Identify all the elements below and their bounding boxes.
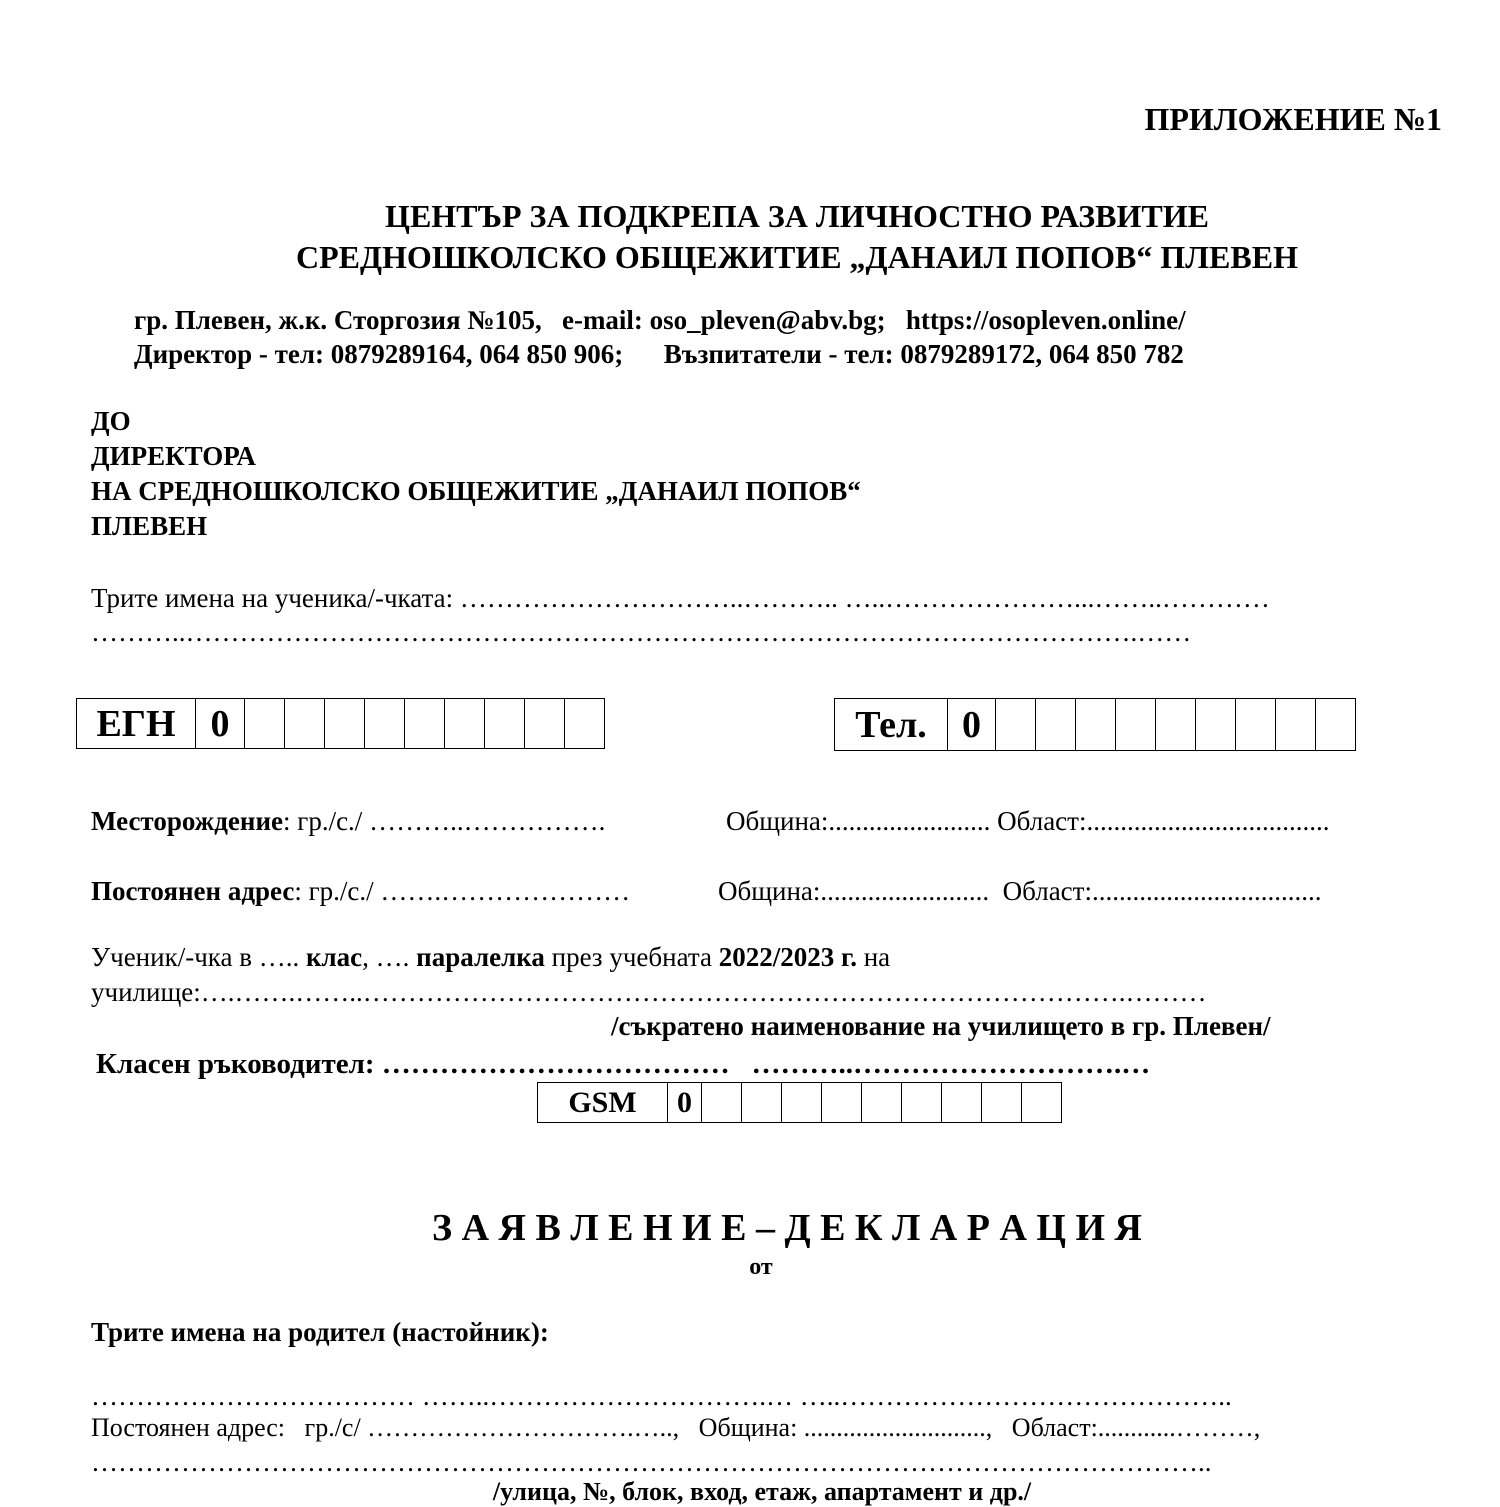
egn-digit[interactable] xyxy=(445,699,485,749)
tel-digit[interactable]: 0 xyxy=(948,699,996,751)
tel-digit[interactable] xyxy=(1116,699,1156,751)
school-year: 2022/2023 г. xyxy=(718,942,857,972)
school-text: на xyxy=(856,942,891,972)
parent-address-field-line2[interactable]: …………………………………………………………………………………………………………….. xyxy=(91,1447,1212,1477)
gsm-digit[interactable] xyxy=(782,1083,822,1123)
egn-digit[interactable] xyxy=(285,699,325,749)
tel-digit[interactable] xyxy=(1276,699,1316,751)
tel-label: Тел. xyxy=(835,699,948,751)
address-field[interactable]: : гр./с./ …….………………… xyxy=(294,876,631,906)
addressee-to: ДО xyxy=(91,406,131,436)
school-text: Ученик/-чка в ….. xyxy=(91,942,306,972)
gsm-digit[interactable] xyxy=(822,1083,862,1123)
gsm-box xyxy=(537,1082,1062,1123)
tel-digit[interactable] xyxy=(1156,699,1196,751)
student-names-label: Трите имена на ученика/-чката: xyxy=(91,583,454,613)
egn-digit[interactable] xyxy=(485,699,525,749)
tel-digit[interactable] xyxy=(1076,699,1116,751)
gsm-digit[interactable] xyxy=(742,1083,782,1123)
school-name-note: /съкратено наименование на училището в гр. Плевен/ xyxy=(611,1011,1271,1041)
egn-digit[interactable] xyxy=(245,699,285,749)
tel-digit[interactable] xyxy=(1316,699,1356,751)
institution-name-line1: ЦЕНТЪР ЗА ПОДКРЕПА ЗА ЛИЧНОСТНО РАЗВИТИЕ xyxy=(385,198,1209,234)
student-names-row xyxy=(91,583,1270,614)
document-title: З А Я В Л Е Н И Е – Д Е К Л А Р А Ц И Я xyxy=(432,1207,1142,1249)
tel-box xyxy=(834,698,1356,751)
gsm-digit[interactable] xyxy=(942,1083,982,1123)
student-names-field[interactable]: …………………………..……….. …..…………………...……..………… xyxy=(459,583,1270,613)
student-names-field-line2[interactable]: ………..…………………………………………………………………………………………….…… xyxy=(91,617,1192,647)
addressee-institution: НА СРЕДНОШКОЛСКО ОБЩЕЖИТИЕ „ДАНАИЛ ПОПОВ“ xyxy=(91,476,861,506)
section-word: паралелка xyxy=(416,942,545,972)
egn-digit[interactable] xyxy=(365,699,405,749)
parent-address-note: /улица, №, блок, вход, етаж, апартамент и др./ xyxy=(492,1477,1032,1506)
annex-label: ПРИЛОЖЕНИЕ №1 xyxy=(1144,101,1442,137)
school-name-field[interactable]: училище:….…….……..………………………………………………………………………….……… xyxy=(91,977,1207,1007)
contacts-line1: гр. Плевен, ж.к. Сторгозия №105, e-mail: oso_pleven@abv.bg; https://osopleven.online/ xyxy=(134,305,1186,335)
class-teacher-field[interactable]: Класен ръководител: ……………………………… ………..……………………….… xyxy=(96,1048,1151,1080)
egn-digit[interactable] xyxy=(325,699,365,749)
contacts-line2: Директор - тел: 0879289164, 064 850 906; Възпитатели - тел: 0879289172, 064 850 782 xyxy=(134,339,1184,369)
egn-label: ЕГН xyxy=(77,699,196,749)
institution-name-line2: СРЕДНОШКОЛСКО ОБЩЕЖИТИЕ „ДАНАИЛ ПОПОВ“ ПЛЕВЕН xyxy=(296,239,1298,275)
birthplace-field[interactable]: : гр./с./ ………..……………. xyxy=(283,806,606,836)
birthplace-label: Месторождение xyxy=(91,806,283,836)
addressee-director: ДИРЕКТОРА xyxy=(91,441,256,471)
parent-names-label: Трите имена на родител (настойник): xyxy=(91,1317,549,1347)
parent-names-field[interactable]: ……………………………… ……..………………………….… …..…………………………………….. xyxy=(91,1381,1232,1411)
school-text: през учебната xyxy=(544,942,719,972)
tel-digit[interactable] xyxy=(1196,699,1236,751)
tel-digit[interactable] xyxy=(1236,699,1276,751)
parent-address-row[interactable]: Постоянен адрес: гр./с/ ………………………….….., Община: ............................, Област:............………, xyxy=(91,1413,1261,1442)
tel-digit[interactable] xyxy=(996,699,1036,751)
gsm-digit[interactable] xyxy=(982,1083,1022,1123)
gsm-label: GSM xyxy=(538,1083,668,1123)
gsm-digit[interactable] xyxy=(862,1083,902,1123)
birthplace-municipality-region[interactable]: Община:........................ Област:.................................... xyxy=(726,806,1330,836)
addressee-city: ПЛЕВЕН xyxy=(91,511,208,541)
egn-digit[interactable] xyxy=(565,699,605,749)
egn-digit[interactable] xyxy=(405,699,445,749)
class-word: клас xyxy=(305,942,363,972)
birthplace-row xyxy=(91,806,605,837)
gsm-digit[interactable] xyxy=(702,1083,742,1123)
tel-digit[interactable] xyxy=(1036,699,1076,751)
gsm-digit[interactable] xyxy=(902,1083,942,1123)
gsm-digit[interactable] xyxy=(1022,1083,1062,1123)
gsm-digit[interactable]: 0 xyxy=(668,1083,702,1123)
egn-digit[interactable] xyxy=(525,699,565,749)
address-label: Постоянен адрес xyxy=(91,876,295,906)
address-municipality-region[interactable]: Община:......................... Област:.................................. xyxy=(718,876,1322,906)
address-row xyxy=(91,876,630,907)
egn-digit[interactable]: 0 xyxy=(196,699,245,749)
egn-box xyxy=(76,698,605,749)
school-text: , …. xyxy=(362,942,417,972)
school-class-row xyxy=(91,942,890,973)
document-from: от xyxy=(749,1254,773,1280)
